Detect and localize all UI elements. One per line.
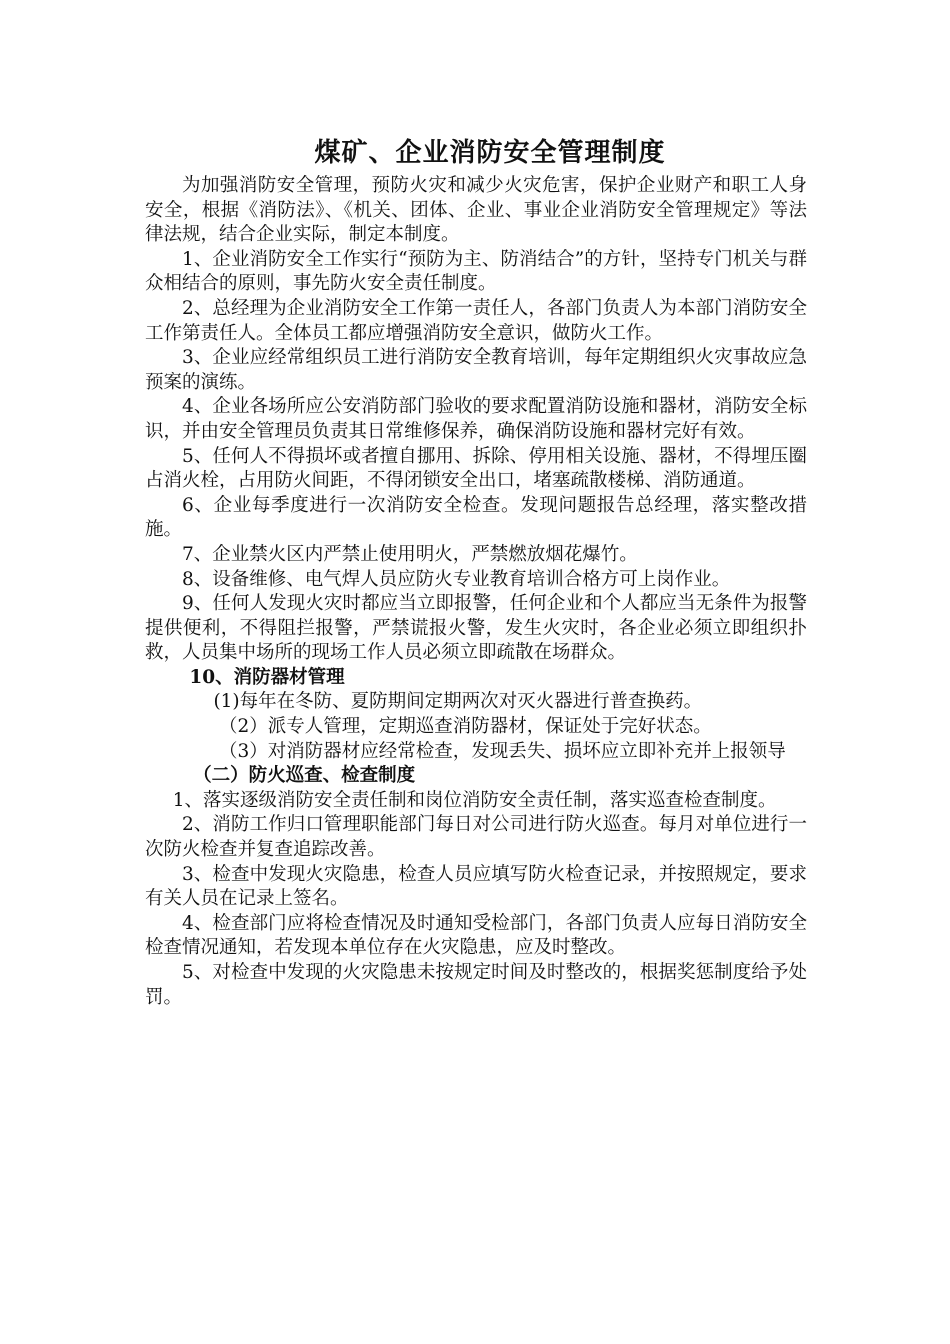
inspection-item-2: 2、消防工作归口管理职能部门每日对公司进行防火巡查。每月对单位进行一次防火检查并复查追踪改善。	[145, 814, 807, 861]
rule-item-1: 1、企业消防安全工作实行“预防为主、防消结合”的方针，坚持专门机关与群众相结合的原则，事先防火安全责任制度。	[145, 248, 807, 295]
equipment-item-2: （2）派专人管理，定期巡查消防器材，保证处于完好状态。	[219, 716, 712, 738]
rule-item-8: 8、设备维修、电气焊人员应防火专业教育培训合格方可上岗作业。	[182, 568, 731, 590]
document-body	[145, 132, 807, 1010]
equipment-item-1: (1)每年在冬防、夏防期间定期两次对灭火器进行普查换药。	[213, 691, 703, 713]
rule-item-6: 6、企业每季度进行一次消防安全检查。发现问题报告总经理，落实整改措施。	[145, 494, 807, 541]
intro-paragraph: 为加强消防安全管理，预防火灾和减少火灾危害，保护企业财产和职工人身安全，根据《消防法》、《机关、团体、企业、事业企业消防安全管理规定》等法律法规，结合企业实际，制定本制度。	[145, 175, 807, 246]
rule-item-2: 2、总经理为企业消防安全工作第一责任人，各部门负责人为本部门消防安全工作第责任人。全体员工都应增强消防安全意识，做防火工作。	[145, 297, 807, 344]
section-heading-equipment: 10、消防器材管理	[189, 666, 345, 688]
document-title: 煤矿、企业消防安全管理制度	[314, 138, 666, 168]
section-heading-inspection: （二）防火巡查、检查制度	[193, 765, 416, 787]
inspection-item-4: 4、检查部门应将检查情况及时通知受检部门，各部门负责人应每日消防安全检查情况通知，若发现本单位存在火灾隐患，应及时整改。	[145, 912, 807, 959]
inspection-item-1: 1、落实逐级消防安全责任制和岗位消防安全责任制，落实巡查检查制度。	[172, 789, 777, 811]
rule-item-5: 5、任何人不得损坏或者擅自挪用、拆除、停用相关设施、器材，不得埋压圈占消火栓，占用防火间距，不得闭锁安全出口，堵塞疏散楼梯、消防通道。	[145, 445, 807, 492]
rule-item-3: 3、企业应经常组织员工进行消防安全教育培训，每年定期组织火灾事故应急预案的演练。	[145, 347, 807, 393]
rule-item-4: 4、企业各场所应公安消防部门验收的要求配置消防设施和器材，消防安全标识，并由安全管理员负责其日常维修保养，确保消防设施和器材完好有效。	[145, 396, 807, 442]
rule-item-7: 7、企业禁火区内严禁止使用明火，严禁燃放烟花爆竹。	[182, 543, 638, 565]
rule-item-9: 9、任何人发现火灾时都应当立即报警，任何企业和个人都应当无条件为报警提供便利，不得阻拦报警，严禁谎报火警，发生火灾时，各企业必须立即组织扑救，人员集中场所的现场工作人员必须立即疏散在场群众。	[145, 593, 807, 664]
inspection-item-3: 3、检查中发现火灾隐患，检查人员应填写防火检查记录，并按照规定，要求有关人员在记录上签名。	[145, 863, 807, 910]
equipment-item-3: （3）对消防器材应经常检查，发现丢失、损坏应立即补充并上报领导	[219, 740, 786, 762]
inspection-item-5: 5、对检查中发现的火灾隐患未按规定时间及时整改的，根据奖惩制度给予处罚。	[145, 962, 807, 1008]
